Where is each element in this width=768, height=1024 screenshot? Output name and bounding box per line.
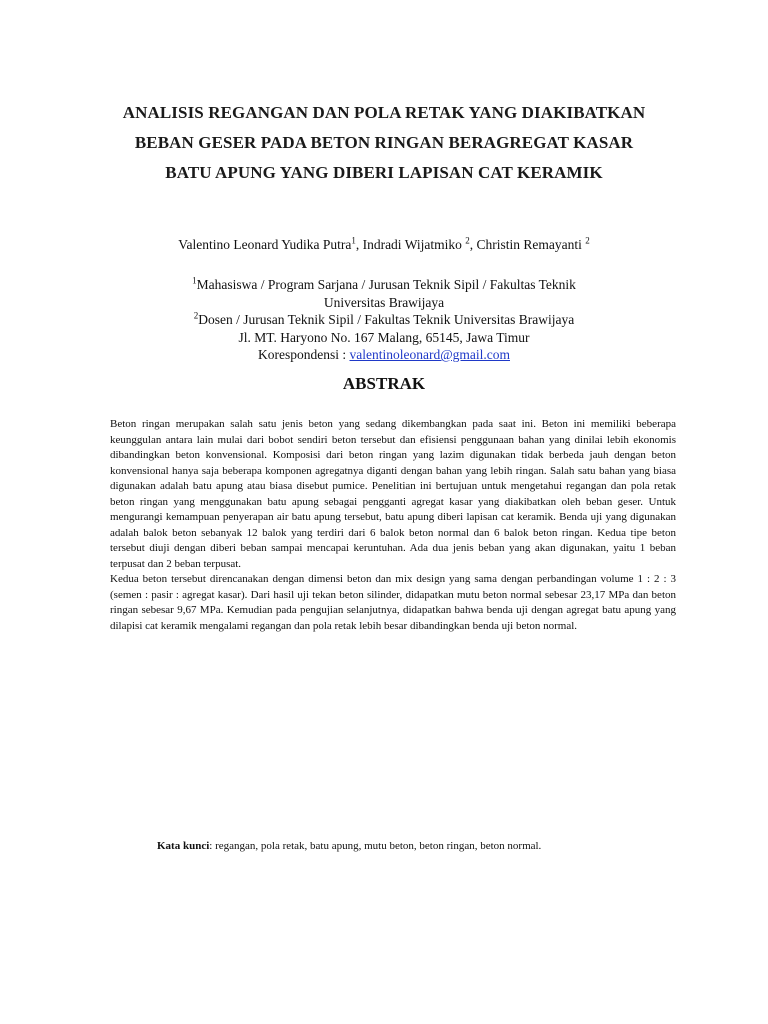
title-line-2: BEBAN GESER PADA BETON RINGAN BERAGREGAT KASAR (134, 133, 634, 152)
abstract-body (110, 417, 676, 634)
author-3-name: Christin Remayanti (476, 237, 586, 252)
affiliation-2-mark: 2 (193, 310, 199, 321)
author-2-name: Indradi Wijatmiko (362, 237, 466, 252)
affiliation-1-line-1 (100, 276, 668, 294)
abstract-paragraph-1: Beton ringan merupakan salah satu jenis beton yang sedang dikembangkan pada saat ini. Beton ini memiliki beberapa keunggulan antara lain mulai dari bobot sendiri beton tersebut dan efisiensi penggunaan bahan yang dinilai lebih ekonomis dibandingkan beton konvensional. Komposisi dari beton ringan yang lazim digunakan tidak berbeda jauh dengan beton konvensional hanya saja beberapa komponen agregatnya diganti dengan bahan yang lebih ringan. Salah satu bahan yang biasa digunakan adalah batu apung atau biasa disebut pumice. Penelitian ini bertujuan untuk mengetahui regangan dan pola retak beton ringan yang menggunakan batu apung sebagai pengganti agregat kasar yang diakibatkan oleh beban geser. Untuk mengurangi kemampuan penyerapan air batu apung tersebut, batu apung diberi lapisan cat keramik. Benda uji yang digunakan adalah balok beton sebanyak 12 balok yang terdiri dari 6 balok beton normal dan 6 balok beton ringan. Kedua tipe beton tersebut diuji dengan diberi beban sampai mencapai keruntuhan. Ada dua jenis beban yang akan digunakan, yaitu 1 beban terpusat dan 2 beban terpusat. (110, 418, 676, 570)
abstract-heading: ABSTRAK (342, 374, 426, 393)
author-1-affiliation-mark: 1 (351, 235, 356, 246)
correspondence-label: Korespondensi : (257, 347, 350, 362)
affiliation-1-line-2: Universitas Brawijaya (323, 294, 445, 310)
author-1-name: Valentino Leonard Yudika Putra (178, 237, 352, 252)
author-list (60, 236, 708, 254)
title-line-1: ANALISIS REGANGAN DAN POLA RETAK YANG DIAKIBATKAN (122, 103, 646, 122)
author-separator: , (469, 237, 477, 252)
abstract-paragraph-2: Kedua beton tersebut direncanakan dengan dimensi beton dan mix design yang sama dengan perbandingan volume 1 : 2 : 3 (semen : pasir : agregat kasar). Dari hasil uji tekan beton silinder, didapatkan mutu beton normal sebesar 23,17 MPa dan beton ringan sebesar 9,67 MPa. Kemudian pada pengujian selanjutnya, didapatkan bahwa benda uji dengan agregat batu apung yang dilapisi cat keramik mengalami regangan dan pola retak lebih besar dibandingkan benda uji beton normal. (110, 573, 676, 632)
author-2-affiliation-mark: 2 (465, 235, 470, 246)
keywords-text: : regangan, pola retak, batu apung, mutu beton, beton ringan, beton normal. (209, 840, 542, 852)
title-line-3: BATU APUNG YANG DIBERI LAPISAN CAT KERAMIK (165, 163, 603, 182)
author-3-affiliation-mark: 2 (585, 235, 590, 246)
affiliation-2-text: Dosen / Jurusan Teknik Sipil / Fakultas Teknik Universitas Brawijaya (198, 312, 575, 327)
address-line: Jl. MT. Haryono No. 167 Malang, 65145, Jawa Timur (238, 329, 530, 345)
correspondence-line (100, 346, 668, 364)
email-link[interactable]: valentinoleonard@gmail.com (349, 347, 510, 362)
author-separator: , (355, 237, 363, 252)
paper-title (100, 98, 668, 188)
keywords-line (157, 839, 697, 854)
affiliations (100, 276, 668, 364)
affiliation-1-mark: 1 (192, 275, 197, 286)
affiliation-1-text: Mahasiswa / Program Sarjana / Jurusan Teknik Sipil / Fakultas Teknik (196, 277, 576, 292)
keywords-label: Kata kunci (157, 840, 210, 852)
affiliation-2-line (100, 311, 668, 329)
